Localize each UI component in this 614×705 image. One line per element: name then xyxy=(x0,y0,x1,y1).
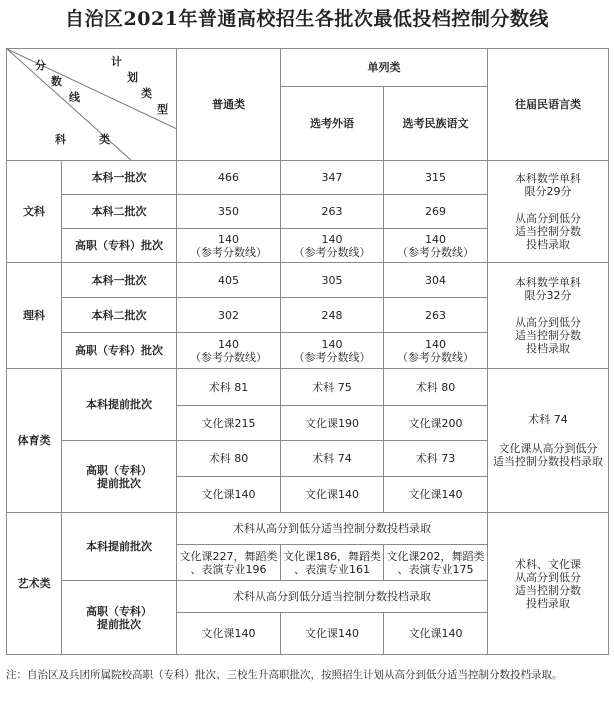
header-xuankao-waiyu: 选考外语 xyxy=(281,87,384,161)
score-cell: 文化课140 xyxy=(177,613,281,655)
text-line: 文化课从高分到低分 xyxy=(498,442,598,455)
text-line: 术科 74 xyxy=(528,413,568,426)
merged-note: 术科从高分到低分适当控制分数投档录取 xyxy=(177,513,488,545)
text-line: 提前批次 xyxy=(97,617,141,631)
score-cell: 文化课140 xyxy=(281,477,384,513)
category-yishu: 艺术类 xyxy=(7,513,62,655)
diag-label: 划 xyxy=(127,71,138,84)
score-cell xyxy=(384,229,488,263)
batch-label: 本科提前批次 xyxy=(62,369,177,441)
batch-label: 本科一批次 xyxy=(62,263,177,298)
category-tiyu: 体育类 xyxy=(7,369,62,513)
batch-label: 本科二批次 xyxy=(62,298,177,333)
score-cell xyxy=(177,545,281,581)
score-cell: 305 xyxy=(281,263,384,298)
score-cell: 302 xyxy=(177,298,281,333)
wangjie-wenke xyxy=(488,161,609,263)
merged-note: 术科从高分到低分适当控制分数投档录取 xyxy=(177,581,488,613)
score-cell: 文化课140 xyxy=(384,477,488,513)
batch-label: 本科二批次 xyxy=(62,195,177,229)
diag-label: 类 xyxy=(99,133,110,146)
score-cell: 347 xyxy=(281,161,384,195)
score-cell: 术科 74 xyxy=(281,441,384,477)
text-line: 投档录取 xyxy=(526,238,570,251)
score-cell: 269 xyxy=(384,195,488,229)
score-cell: 315 xyxy=(384,161,488,195)
score-cell xyxy=(281,333,384,369)
batch-label: 高职（专科）批次 xyxy=(62,333,177,369)
text-line: 从高分到低分 xyxy=(515,316,581,329)
score-value: 140 xyxy=(425,337,446,351)
score-cell: 文化课140 xyxy=(281,613,384,655)
score-ref: （参考分数线） xyxy=(293,350,371,364)
header-xuankao-minzu: 选考民族语文 xyxy=(384,87,488,161)
text-line: 高职（专科） xyxy=(86,604,152,618)
score-ref: （参考分数线） xyxy=(190,350,267,364)
wangjie-yishu xyxy=(488,513,609,655)
text-line: 从高分到低分 xyxy=(515,212,581,225)
text-line: 限分32分 xyxy=(524,289,572,302)
page-title: 自治区2021年普通高校招生各批次最低投档控制分数线 xyxy=(65,8,549,30)
score-cell: 文化课140 xyxy=(384,613,488,655)
score-cell xyxy=(281,229,384,263)
score-cell: 文化课200 xyxy=(384,406,488,441)
score-cell xyxy=(384,545,488,581)
text-line: 文化课202，舞蹈类 xyxy=(386,549,485,563)
footnote: 注：自治区及兵团所属院校高职（专科）批次、三校生升高职批次，按照招生计划从高分到低分适当控制分数投档录取。 xyxy=(6,669,563,681)
score-cell: 术科 73 xyxy=(384,441,488,477)
score-cell xyxy=(177,229,281,263)
text-line: 适当控制分数投档录取 xyxy=(493,455,603,468)
score-ref: （参考分数线） xyxy=(397,245,474,259)
diagonal-lines xyxy=(7,49,177,161)
text-line: 投档录取 xyxy=(526,342,570,355)
wangjie-tiyu xyxy=(488,369,609,513)
text-line: 适当控制分数 xyxy=(515,583,581,597)
score-cell: 350 xyxy=(177,195,281,229)
category-like: 理科 xyxy=(7,263,62,369)
score-ref: （参考分数线） xyxy=(190,245,267,259)
text-line: 本科数学单科 xyxy=(515,172,581,185)
text-line: 文化课186，舞蹈类 xyxy=(283,549,381,563)
batch-label xyxy=(62,581,177,655)
text-line: 投档录取 xyxy=(526,596,570,610)
diag-label: 分 xyxy=(35,59,46,72)
text-line: 术科、文化课 xyxy=(515,557,581,571)
score-cell: 术科 81 xyxy=(177,369,281,406)
score-cell: 文化课190 xyxy=(281,406,384,441)
score-cell: 术科 75 xyxy=(281,369,384,406)
diag-label: 线 xyxy=(69,91,80,104)
text-line: 、表演专业175 xyxy=(397,562,474,576)
score-cell xyxy=(281,545,384,581)
text-line: 、表演专业161 xyxy=(294,562,370,576)
header-putong: 普通类 xyxy=(177,49,281,161)
text-line: 文化课227，舞蹈类 xyxy=(179,549,278,563)
score-cell: 405 xyxy=(177,263,281,298)
text-line: 适当控制分数 xyxy=(515,329,581,342)
score-cell: 304 xyxy=(384,263,488,298)
batch-label: 本科提前批次 xyxy=(62,513,177,581)
score-table xyxy=(6,48,609,655)
score-cell: 263 xyxy=(281,195,384,229)
score-cell: 248 xyxy=(281,298,384,333)
header-danlie: 单列类 xyxy=(281,49,488,87)
score-ref: （参考分数线） xyxy=(397,350,474,364)
score-cell: 术科 80 xyxy=(177,441,281,477)
text-line: 适当控制分数 xyxy=(515,225,581,238)
diag-label: 数 xyxy=(51,75,62,88)
score-cell: 文化课140 xyxy=(177,477,281,513)
text-line: 限分29分 xyxy=(524,185,572,198)
text-line: 从高分到低分 xyxy=(515,570,581,584)
score-cell xyxy=(177,333,281,369)
score-cell: 263 xyxy=(384,298,488,333)
diag-label: 计 xyxy=(111,55,122,68)
text-line: 提前批次 xyxy=(97,476,141,490)
text-line: 本科数学单科 xyxy=(515,276,581,289)
batch-label: 高职（专科）批次 xyxy=(62,229,177,263)
header-wangjie: 往届民语言类 xyxy=(488,49,609,161)
score-cell xyxy=(384,333,488,369)
score-value: 140 xyxy=(425,232,446,246)
score-ref: （参考分数线） xyxy=(293,245,371,259)
wangjie-like xyxy=(488,263,609,369)
diag-label: 科 xyxy=(55,133,66,146)
category-wenke: 文科 xyxy=(7,161,62,263)
diag-label: 型 xyxy=(157,103,168,116)
score-value: 140 xyxy=(218,232,239,246)
diag-label: 类 xyxy=(141,87,152,100)
batch-label xyxy=(62,441,177,513)
score-value: 140 xyxy=(321,337,343,351)
score-value: 140 xyxy=(321,232,343,246)
text-line: 高职（专科） xyxy=(86,463,152,477)
score-cell: 术科 80 xyxy=(384,369,488,406)
header-diagonal-cell xyxy=(7,49,177,161)
score-value: 140 xyxy=(218,337,239,351)
score-cell: 466 xyxy=(177,161,281,195)
score-cell: 文化课215 xyxy=(177,406,281,441)
text-line: 、表演专业196 xyxy=(190,562,267,576)
batch-label: 本科一批次 xyxy=(62,161,177,195)
